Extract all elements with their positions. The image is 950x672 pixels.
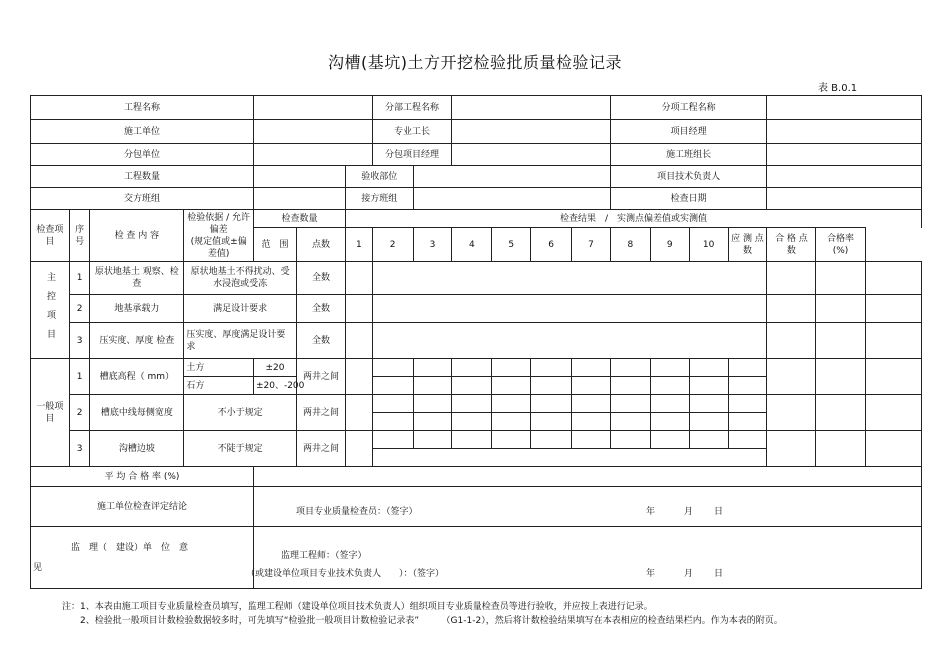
gen1a-c7[interactable] [610,359,650,377]
gen-seq-1: 1 [69,359,89,395]
main-result-3[interactable] [372,323,767,359]
sub-project-name-value[interactable] [452,96,611,120]
construction-unit-label: 施工单位 [31,120,254,144]
col-num-2: 2 [372,228,413,262]
gen2a-c5[interactable] [531,395,572,413]
foreman-label: 专业工长 [372,120,452,144]
constr-signer: 项目专业质量检查员：（签字） [295,507,418,517]
main-content-2: 地基承载力 [90,295,184,323]
main-test-1[interactable] [767,262,816,295]
general-items-category: 一般项目 [31,359,70,467]
col-result-header: 检查结果 / 实测点偏差值或实测值 [346,210,922,228]
project-name-label: 工程名称 [31,96,254,120]
main-content-3: 压实度、厚度 检查 [90,323,184,359]
col-points: 点数 [296,228,345,262]
inspect-date-value[interactable] [767,188,922,210]
supervisor-value[interactable] [245,527,921,589]
gen-seq-2: 2 [69,395,89,431]
col-num-1: 1 [346,228,373,262]
main-points-1[interactable] [346,262,373,295]
subcontract-unit-label: 分包单位 [31,144,254,166]
inspect-date-label: 检查日期 [610,188,766,210]
gen-content-2: 槽底中线每侧宽度 [90,395,184,431]
gen2b-c9[interactable] [689,413,728,431]
gen1a-c4[interactable] [492,359,531,377]
sub-pm-value[interactable] [452,144,611,166]
gen-range-3: 两井之间 [296,431,345,467]
gen-range-1: 两井之间 [296,359,345,395]
form-number: 表 B.0.1 [818,83,858,94]
gen3a-c2[interactable] [413,431,452,449]
supervisor-label-line2: 见 [33,562,43,573]
gen2a-c7[interactable] [610,395,650,413]
main-rate-2[interactable] [865,295,921,323]
main-range-3: 全数 [296,323,345,359]
gen2a-c2[interactable] [413,395,452,413]
main-points-2[interactable] [346,295,373,323]
gen-basis-2: 不小于规定 [184,395,297,431]
col-seq: 序号 [69,210,89,262]
main-rate-1[interactable] [865,262,921,295]
main-pass-3[interactable] [816,323,865,359]
main-content-1: 原状地基土 观察、检查 [90,262,184,295]
tech-lead-value[interactable] [767,166,922,188]
gen2a-c6[interactable] [572,395,611,413]
gen-test-3[interactable] [767,431,816,467]
main-range-2: 全数 [296,295,345,323]
constr-day: 日 [713,507,723,517]
quantity-value[interactable] [253,166,345,188]
gen1b-c8[interactable] [650,377,689,395]
inspection-table [30,95,922,589]
supervisor-year: 年 [645,569,655,579]
gen1a-c1[interactable] [372,359,413,377]
gen-sub-val-1: ±20 [253,359,296,377]
gen3a-c1[interactable] [372,431,413,449]
gen1b-c4[interactable] [492,377,531,395]
col-num-10: 10 [689,228,728,262]
receive-team-value[interactable] [413,188,610,210]
gen1a-c3[interactable] [452,359,492,377]
gen3b-results[interactable] [372,449,767,467]
gen1a-c6[interactable] [572,359,611,377]
col-num-6: 6 [531,228,572,262]
gen-basis-3: 不陡于规定 [184,431,297,467]
project-name-value[interactable] [253,96,372,120]
gen3a-c8[interactable] [650,431,689,449]
gen2a-c4[interactable] [492,395,531,413]
gen1b-c2[interactable] [413,377,452,395]
foreman-value[interactable] [452,120,611,144]
main-pass-2[interactable] [816,295,865,323]
col-pass-points: 合 格 点 数 [767,228,816,262]
gen1b-c3[interactable] [452,377,492,395]
gen2b-c5[interactable] [531,413,572,431]
gen3a-c9[interactable] [689,431,728,449]
main-seq-3: 3 [69,323,89,359]
acceptance-part-value[interactable] [413,166,610,188]
gen2b-c4[interactable] [492,413,531,431]
gen-content-1: 槽底高程（ mm） [90,359,184,395]
subcontract-unit-value[interactable] [253,144,372,166]
gen-content-3: 沟槽边坡 [90,431,184,467]
constr-year: 年 [645,507,655,517]
quantity-label: 工程数量 [31,166,254,188]
gen-points-1[interactable] [346,359,373,395]
construction-unit-value[interactable] [253,120,372,144]
supervisor-label-line1: 监 理（ 建设）单 位 意 [71,542,189,553]
constr-conclusion-label: 施工单位检查评定结论 [31,487,254,527]
main-result-1[interactable] [372,262,767,295]
handover-team-value[interactable] [253,188,345,210]
supervisor-signer2: （或建设单位项目专业技术负责人 ）：（签字） [245,569,444,579]
receive-team-label: 接方班组 [346,188,414,210]
supervisor-signer: 监理工程师：（签字） [280,551,367,561]
gen3a-c5[interactable] [531,431,572,449]
gen1b-c5[interactable] [531,377,572,395]
gen-test-1[interactable] [767,359,816,395]
gen-rate-1[interactable] [865,359,921,395]
gen2b-c1[interactable] [372,413,413,431]
main-test-2[interactable] [767,295,816,323]
col-basis-line2: (规定值或±偏差值) [190,236,247,259]
gen-test-2[interactable] [767,395,816,431]
note-2: 2、检验批一般项目计数检验数据较多时，可先填写“检验批一般项目计数检验记录表” （G1-1-2），然后将计数检验结果填写在本表相应的检查结果栏内。作为本表的附页。 [62,616,783,626]
gen1a-c10[interactable] [728,359,767,377]
gen2a-c3[interactable] [452,395,492,413]
main-basis-1: 原状地基土不得扰动、受水浸泡或受冻 [184,262,297,295]
gen2b-c10[interactable] [728,413,767,431]
main-basis-3: 压实度、厚度满足设计要求 [184,323,297,359]
handover-team-label: 交方班组 [31,188,254,210]
main-rate-3[interactable] [865,323,921,359]
gen1a-c9[interactable] [689,359,728,377]
gen3a-c6[interactable] [572,431,611,449]
gen3a-c3[interactable] [452,431,492,449]
gen1b-c1[interactable] [372,377,413,395]
col-test-points: 应 测 点 数 [728,228,767,262]
gen1b-c9[interactable] [689,377,728,395]
document-title: 沟槽(基坑)土方开挖检验批质量检验记录 [328,53,622,72]
gen-sub-type-1: 土方 [184,359,254,377]
main-test-3[interactable] [767,323,816,359]
item-project-name-label: 分项工程名称 [610,96,766,120]
gen-pass-2[interactable] [816,395,865,431]
gen2b-c2[interactable] [413,413,452,431]
gen-rate-2[interactable] [865,395,921,431]
gen2b-c6[interactable] [572,413,611,431]
project-manager-value[interactable] [767,120,922,144]
main-result-2[interactable] [372,295,767,323]
gen-points-2[interactable] [346,395,373,431]
main-range-1: 全数 [296,262,345,295]
sub-project-name-label: 分部工程名称 [372,96,452,120]
gen2b-c8[interactable] [650,413,689,431]
main-seq-1: 1 [69,262,89,295]
gen1a-c2[interactable] [413,359,452,377]
acceptance-part-label: 验收部位 [346,166,414,188]
main-basis-2: 满足设计要求 [184,295,297,323]
col-basis-line1: 检验依据 / 允许偏差 [187,212,251,235]
gen-pass-1[interactable] [816,359,865,395]
gen3a-c7[interactable] [610,431,650,449]
gen2b-c7[interactable] [610,413,650,431]
main-pass-1[interactable] [816,262,865,295]
col-inspect-qty: 检查数量 [253,210,345,228]
col-num-4: 4 [452,228,492,262]
gen1b-c6[interactable] [572,377,611,395]
gen1b-c7[interactable] [610,377,650,395]
tech-lead-label: 项目技术负责人 [610,166,766,188]
gen2a-c8[interactable] [650,395,689,413]
avg-pass-rate-label: 平 均 合 格 率 (%) [31,467,254,487]
team-leader-label: 施工班组长 [610,144,766,166]
gen1a-c5[interactable] [531,359,572,377]
gen3a-c4[interactable] [492,431,531,449]
gen-sub-val-2: ±20、-200 [253,377,296,395]
gen2b-c3[interactable] [452,413,492,431]
constr-conclusion-value[interactable] [253,487,921,527]
col-num-9: 9 [650,228,689,262]
notes [62,600,783,628]
col-num-7: 7 [572,228,611,262]
main-points-3[interactable] [346,323,373,359]
col-basis [184,210,254,262]
gen1a-c8[interactable] [650,359,689,377]
main-items-category: 主控项目 [31,262,70,359]
col-range: 范 围 [253,228,296,262]
col-category: 检查项目 [31,210,70,262]
gen-points-3[interactable] [346,431,373,467]
supervisor-day: 日 [713,569,723,579]
gen-pass-3[interactable] [816,431,865,467]
col-content: 检 查 内 容 [90,210,184,262]
col-num-5: 5 [492,228,531,262]
item-project-name-value[interactable] [767,96,922,120]
avg-pass-rate-value[interactable] [253,467,921,487]
gen2a-c9[interactable] [689,395,728,413]
sub-pm-label: 分包项目经理 [372,144,452,166]
gen-sub-type-2: 石方 [184,377,254,395]
col-pass-rate: 合格率 (%) [816,228,865,262]
supervisor-label [31,527,254,589]
note-1: 注：1、本表由施工项目专业质量检查员填写，监理工程师（建设单位项目技术负责人）组织项目专业质量检查员等进行验收，并应按上表进行记录。 [62,602,653,612]
gen2a-c10[interactable] [728,395,767,413]
gen-seq-3: 3 [69,431,89,467]
col-num-8: 8 [610,228,650,262]
project-manager-label: 项目经理 [610,120,766,144]
supervisor-month: 月 [683,569,693,579]
team-leader-value[interactable] [767,144,922,166]
gen1b-c10[interactable] [728,377,767,395]
gen3a-c10[interactable] [728,431,767,449]
gen-rate-3[interactable] [865,431,921,467]
gen2a-c1[interactable] [372,395,413,413]
constr-month: 月 [683,507,693,517]
col-num-3: 3 [413,228,452,262]
gen-range-2: 两井之间 [296,395,345,431]
main-seq-2: 2 [69,295,89,323]
